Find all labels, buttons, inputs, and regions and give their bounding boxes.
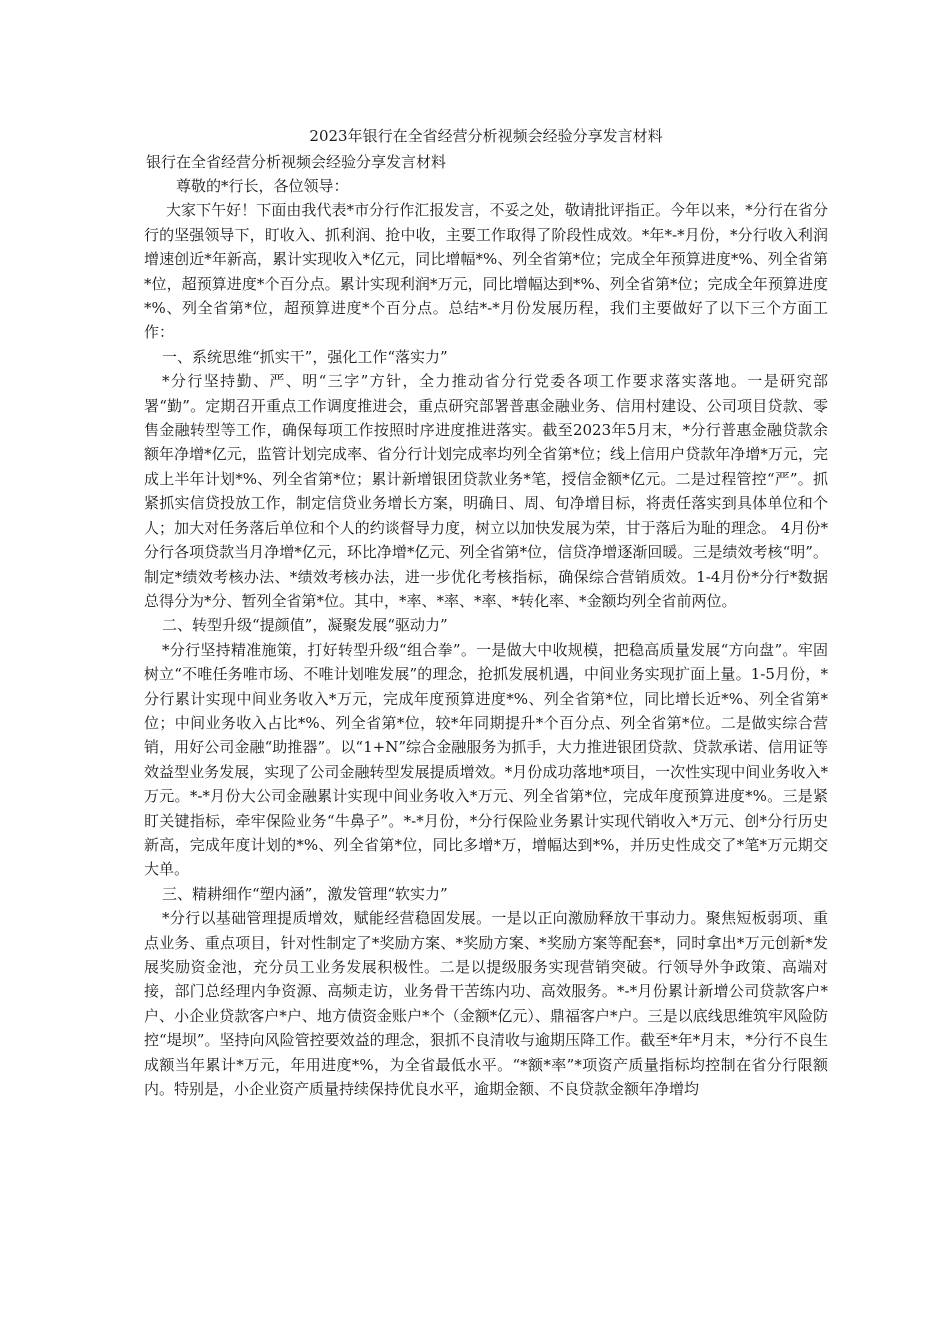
- document-title: 2023年银行在全省经营分析视频会经验分享发言材料: [309, 127, 663, 145]
- section-body-3: *分行以基础管理提质增效，赋能经营稳固发展。一是以正向激励释放干事动力。聚焦短板弱项、重点业务、重点项目，针对性制定了*奖励方案、*奖励方案、*奖励方案等配套*，同时拿出*万元创新*发展奖励资金池，充分员工业务发展积极性。二是以提级服务实现营销突破。行领导外争政策、高端对接，部门总经理内争资源、高频走访，业务骨干苦练内功、高效服务。*-*月份累计新增公司贷款客户*户、小企业贷款客户*户、地方债资金账户*个（金额*亿元）、鼎福客户*户。三是以底线思维筑牢风险防控“堤坝”。坚持向风险管控要效益的理念，狠抓不良清收与逾期压降工作。截至*年*月末，*分行不良生成额当年累计*万元，年用进度*%，为全省最低水平。“*额*率”*项资产质量指标均控制在省分行限额内。特别是，小企业资产质量持续保持优良水平，逾期金额、不良贷款金额年净增均: [144, 909, 828, 1099]
- section-heading-3: 三、精耕细作“塑内涵”，激发管理“软实力”: [162, 884, 448, 903]
- document-body: [144, 124, 828, 1101]
- section-body-2: *分行坚持精准施策，打好转型升级“组合拳”。一是做大中收规模，把稳高质量发展“方向盘”。牢固树立“不唯任务唯市场、不唯计划唯发展”的理念，抢抓发展机遇，中间业务实现扩面上量。1-5月份，*分行累计实现中间业务收入*万元，完成年度预算进度*%、列全省第*位，同比增长近*%、列全省第*位；中间业务收入占比*%、列全省第*位，较*年同期提升*个百分点、列全省第*位。二是做实综合营销，用好公司金融“助推器”。以“1+N”综合金融服务为抓手，大力推进银团贷款、贷款承诺、信用证等效益型业务发展，实现了公司金融转型发展提质增效。*月份成功落地*项目，一次性实现中间业务收入*万元。*-*月份大公司金融累计实现中间业务收入*万元、列全省第*位，完成年度预算进度*%。三是紧盯关键指标，牵牢保险业务“牛鼻子”。*-*月份，*分行保险业务累计实现代销收入*万元、创*分行历史新高，完成年度计划的*%、列全省第*位，同比多增*万，增幅达到*%，并历史性成交了*笔*万元期交大单。: [144, 640, 828, 879]
- section-heading-2: 二、转型升级“提颜值”，凝聚发展“驱动力”: [162, 616, 448, 635]
- section-body-1: *分行坚持勤、严、明“三字”方针，全力推动省分行党委各项工作要求落实落地。一是研究部署“勤”。定期召开重点工作调度推进会，重点研究部署普惠金融业务、信用村建设、公司项目贷款、零售金融转型等工作，确保每项工作按照时序进度推进落实。截至2023年5月末，*分行普惠金融贷款余额年净增*亿元，监管计划完成率、省分行计划完成率均列全省第*位；线上信用户贷款年净增*万元，完成上半年计划*%、列全省第*位；累计新增银团贷款业务*笔，授信金额*亿元。二是过程管控“严”。抓紧抓实信贷投放工作，制定信贷业务增长方案，明确日、周、旬净增目标，将责任落实到具体单位和个人；加大对任务落后单位和个人的约谈督导力度，树立以加快发展为荣，甘于落后为耻的理念。 4月份*分行各项贷款当月净增*亿元，环比净增*亿元、列全省第*位，信贷净增逐渐回暖。三是绩效考核“明”。制定*绩效考核办法、*绩效考核办法，进一步优化考核指标，确保综合营销质效。1-4月份*分行*数据总得分为*分、暂列全省第*位。其中，*率、*率、*率、*转化率、*金额均列全省前两位。: [144, 372, 828, 610]
- section-heading-1: 一、系统思维“抓实干”，强化工作“落实力”: [162, 347, 448, 366]
- document-subtitle: 银行在全省经营分析视频会经验分享发言材料: [146, 153, 447, 171]
- intro-paragraph: 大家下午好！下面由我代表*市分行作汇报发言，不妥之处，敬请批评指正。今年以来，*分行在省分行的坚强领导下，盯收入、抓利润、抢中收，主要工作取得了阶段性成效。*年*-*月份，*分行收入利润增速创近*年新高，累计实现收入*亿元，同比增幅*%、列全省第*位；完成全年预算进度*%、列全省第*位，超预算进度*个百分点。累计实现利润*万元，同比增幅达到*%、列全省第*位；完成全年预算进度*%、列全省第*位，超预算进度*个百分点。总结*-*月份发展历程，我们主要做好了以下三个方面工作：: [144, 201, 828, 342]
- salutation: 尊敬的*行长，各位领导：: [176, 177, 349, 195]
